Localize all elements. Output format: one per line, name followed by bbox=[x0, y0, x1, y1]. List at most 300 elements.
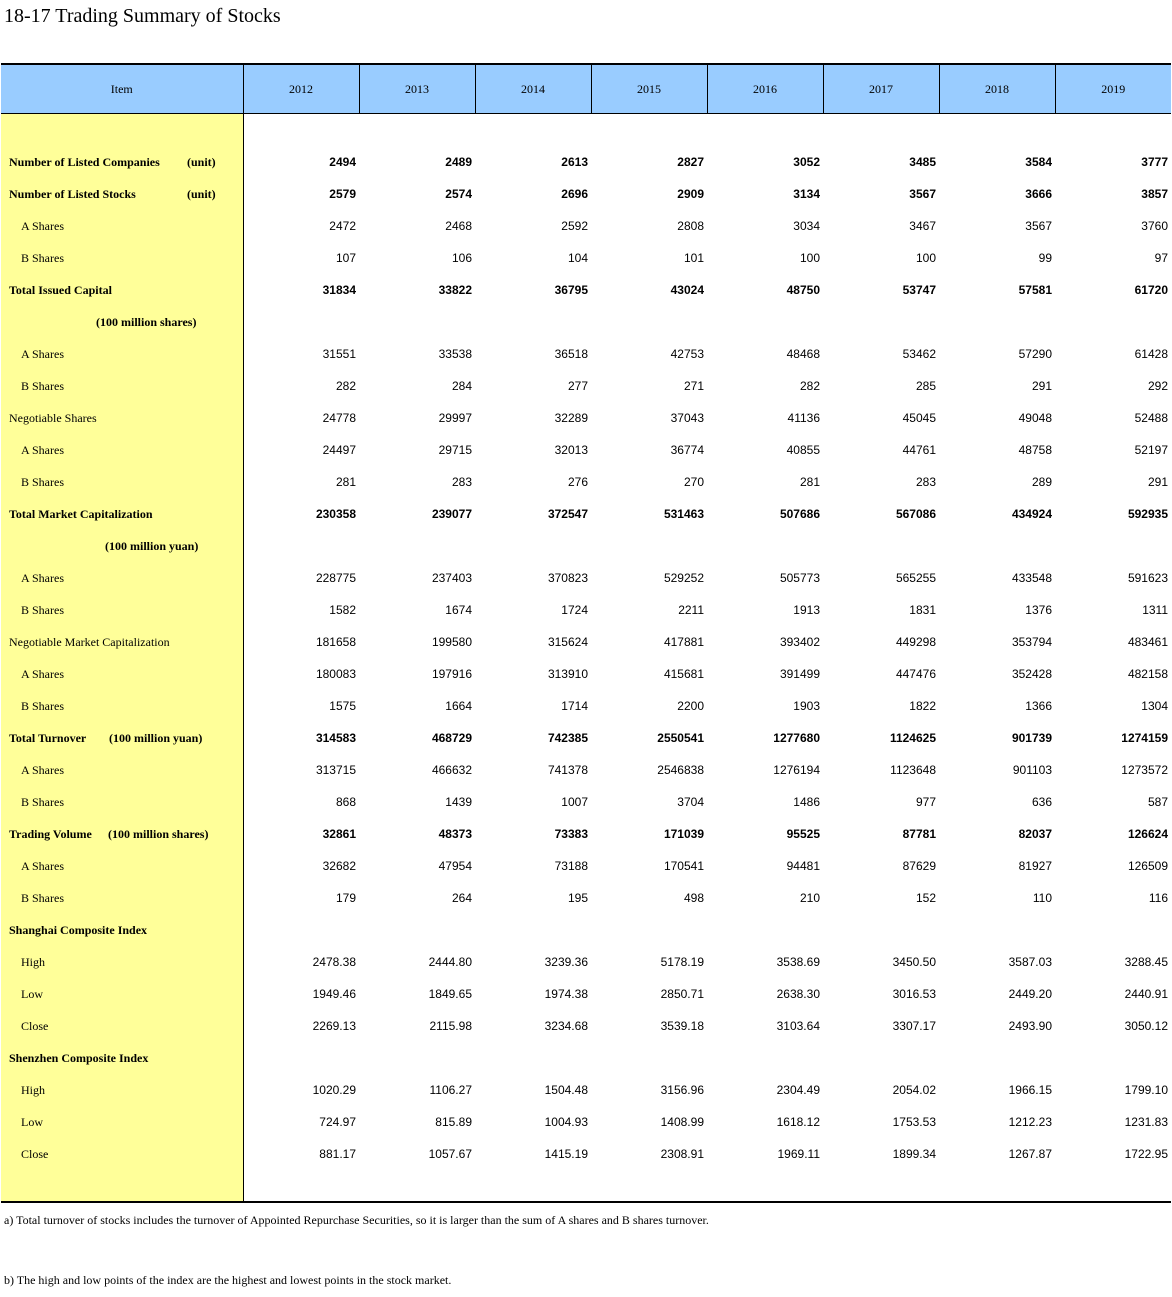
value-cell: 82037 bbox=[1018, 827, 1052, 841]
value-cell: 1822 bbox=[909, 699, 936, 713]
value-cell: 1376 bbox=[1025, 603, 1052, 617]
value-cell: 47954 bbox=[438, 859, 472, 873]
value-cell: 116 bbox=[1148, 891, 1168, 905]
row-label: B Shares bbox=[21, 250, 64, 265]
value-cell: 1212.23 bbox=[1008, 1115, 1052, 1129]
value-cell: 1276194 bbox=[773, 763, 820, 777]
value-cell bbox=[1055, 306, 1171, 338]
table-row bbox=[1, 306, 1171, 338]
value-cell: 1124625 bbox=[889, 731, 936, 745]
value-cell: 3584 bbox=[1025, 155, 1052, 169]
value-cell bbox=[243, 530, 359, 562]
row-label-cell bbox=[1, 210, 243, 242]
value-cell: 2579 bbox=[329, 187, 356, 201]
value-cell: 3239.36 bbox=[544, 955, 588, 969]
value-cell: 52488 bbox=[1134, 411, 1168, 425]
value-cell: 230358 bbox=[315, 507, 356, 521]
value-cell bbox=[243, 1042, 359, 1074]
value-cell: 33822 bbox=[438, 283, 472, 297]
value-cell bbox=[591, 914, 707, 946]
value-cell: 587 bbox=[1147, 795, 1168, 809]
value-cell bbox=[243, 914, 359, 946]
value-cell: 3052 bbox=[793, 155, 820, 169]
row-label: High bbox=[21, 954, 45, 969]
value-cell: 2827 bbox=[677, 155, 704, 169]
value-cell: 529252 bbox=[663, 571, 704, 585]
value-cell: 292 bbox=[1147, 379, 1168, 393]
value-cell: 1949.46 bbox=[312, 987, 356, 1001]
row-label-cell bbox=[1, 306, 243, 338]
value-cell: 49048 bbox=[1018, 411, 1052, 425]
value-cell: 3034 bbox=[793, 219, 820, 233]
value-cell: 61428 bbox=[1134, 347, 1168, 361]
value-cell: 447476 bbox=[895, 667, 936, 681]
value-cell bbox=[823, 306, 939, 338]
value-cell: 372547 bbox=[547, 507, 588, 521]
value-cell: 237403 bbox=[431, 571, 472, 585]
row-label-cell bbox=[1, 242, 243, 274]
row-label-cell bbox=[1, 594, 243, 626]
value-cell: 591623 bbox=[1127, 571, 1168, 585]
table-row bbox=[1, 722, 1171, 754]
value-cell: 197916 bbox=[431, 667, 472, 681]
value-cell: 1504.48 bbox=[544, 1083, 588, 1097]
value-cell: 107 bbox=[335, 251, 356, 265]
value-cell: 57290 bbox=[1018, 347, 1052, 361]
value-cell bbox=[475, 306, 591, 338]
value-cell bbox=[1055, 914, 1171, 946]
value-cell: 276 bbox=[567, 475, 588, 489]
value-cell: 3666 bbox=[1025, 187, 1052, 201]
value-cell: 2550541 bbox=[657, 731, 704, 745]
value-cell: 901103 bbox=[1012, 763, 1052, 777]
value-cell: 2054.02 bbox=[892, 1083, 936, 1097]
value-cell: 1366 bbox=[1025, 699, 1052, 713]
value-cell: 1408.99 bbox=[660, 1115, 704, 1129]
value-cell: 81927 bbox=[1018, 859, 1052, 873]
table-row bbox=[1, 1074, 1171, 1106]
value-cell: 285 bbox=[915, 379, 936, 393]
value-cell: 636 bbox=[1031, 795, 1052, 809]
value-cell bbox=[939, 1042, 1055, 1074]
row-label-cell bbox=[1, 754, 243, 786]
value-cell: 1304 bbox=[1141, 699, 1168, 713]
value-cell bbox=[591, 1042, 707, 1074]
value-cell: 48468 bbox=[786, 347, 820, 361]
value-cell: 32861 bbox=[322, 827, 356, 841]
value-cell: 2489 bbox=[445, 155, 472, 169]
page-title: 18-17 Trading Summary of Stocks bbox=[4, 5, 281, 27]
value-cell: 741378 bbox=[547, 763, 588, 777]
row-label: Close bbox=[21, 1146, 49, 1161]
value-cell: 2696 bbox=[561, 187, 588, 201]
value-cell: 29715 bbox=[438, 443, 472, 457]
row-label-cell bbox=[1, 722, 243, 754]
value-cell: 567086 bbox=[895, 507, 936, 521]
value-cell: 282 bbox=[335, 379, 356, 393]
value-cell: 3485 bbox=[909, 155, 936, 169]
row-label: Negotiable Shares bbox=[9, 410, 97, 425]
value-cell: 1057.67 bbox=[428, 1147, 472, 1161]
table-row bbox=[1, 882, 1171, 914]
value-cell: 1575 bbox=[329, 699, 356, 713]
value-cell: 2472 bbox=[329, 219, 356, 233]
value-cell: 3567 bbox=[909, 187, 936, 201]
row-label: Shanghai Composite Index bbox=[9, 922, 148, 937]
row-label: Total Market Capitalization bbox=[9, 506, 153, 521]
row-label-cell bbox=[1, 882, 243, 914]
row-label: Total Turnover bbox=[9, 730, 87, 745]
value-cell: 87781 bbox=[902, 827, 936, 841]
value-cell: 1486 bbox=[793, 795, 820, 809]
value-cell: 3234.68 bbox=[544, 1019, 588, 1033]
row-label: A Shares bbox=[21, 666, 64, 681]
value-cell bbox=[707, 914, 823, 946]
row-label: B Shares bbox=[21, 698, 64, 713]
value-cell: 1415.19 bbox=[544, 1147, 588, 1161]
value-cell bbox=[475, 1042, 591, 1074]
row-label-cell bbox=[1, 530, 243, 562]
row-label: Negotiable Market Capitalization bbox=[9, 634, 170, 649]
value-cell: 531463 bbox=[663, 507, 704, 521]
value-cell: 3103.64 bbox=[776, 1019, 820, 1033]
value-cell: 3567 bbox=[1025, 219, 1052, 233]
table-row bbox=[1, 274, 1171, 306]
value-cell bbox=[475, 530, 591, 562]
row-label-cell bbox=[1, 914, 243, 946]
value-cell: 36774 bbox=[670, 443, 704, 457]
table-row bbox=[1, 1106, 1171, 1138]
value-cell: 99 bbox=[1038, 251, 1052, 265]
table-row bbox=[1, 242, 1171, 274]
row-label: B Shares bbox=[21, 378, 64, 393]
row-label-cell bbox=[1, 658, 243, 690]
value-cell: 53747 bbox=[902, 283, 936, 297]
value-cell: 61720 bbox=[1134, 283, 1168, 297]
row-label: A Shares bbox=[21, 346, 64, 361]
value-cell: 2909 bbox=[677, 187, 704, 201]
value-cell: 43024 bbox=[670, 283, 704, 297]
value-cell: 724.97 bbox=[319, 1115, 356, 1129]
value-cell: 352428 bbox=[1011, 667, 1052, 681]
value-cell: 353794 bbox=[1011, 635, 1052, 649]
row-label: A Shares bbox=[21, 570, 64, 585]
value-cell: 313715 bbox=[315, 763, 356, 777]
row-label-cell bbox=[1, 1106, 243, 1138]
value-cell: 1722.95 bbox=[1124, 1147, 1168, 1161]
value-cell: 36518 bbox=[554, 347, 588, 361]
value-cell: 180083 bbox=[315, 667, 356, 681]
row-label: B Shares bbox=[21, 890, 64, 905]
value-cell: 40855 bbox=[786, 443, 820, 457]
value-cell: 2304.49 bbox=[776, 1083, 820, 1097]
value-cell: 592935 bbox=[1127, 507, 1168, 521]
header-item: Item bbox=[1, 64, 243, 114]
value-cell bbox=[243, 306, 359, 338]
value-cell: 3307.17 bbox=[892, 1019, 936, 1033]
value-cell: 104 bbox=[567, 251, 588, 265]
value-cell: 1714 bbox=[561, 699, 588, 713]
value-cell: 3760 bbox=[1141, 219, 1168, 233]
value-cell: 1753.53 bbox=[892, 1115, 936, 1129]
value-cell: 270 bbox=[683, 475, 704, 489]
row-label: B Shares bbox=[21, 474, 64, 489]
value-cell: 1267.87 bbox=[1008, 1147, 1052, 1161]
value-cell: 2808 bbox=[677, 219, 704, 233]
value-cell: 3587.03 bbox=[1008, 955, 1052, 969]
value-cell: 1674 bbox=[445, 603, 472, 617]
header-year: 2017 bbox=[823, 64, 939, 114]
value-cell bbox=[939, 530, 1055, 562]
value-cell: 44761 bbox=[902, 443, 936, 457]
value-cell bbox=[1055, 530, 1171, 562]
value-cell: 565255 bbox=[895, 571, 936, 585]
value-cell: 1123648 bbox=[890, 763, 936, 777]
value-cell: 1969.11 bbox=[777, 1147, 820, 1161]
row-unit: (100 million yuan) bbox=[109, 731, 203, 745]
value-cell: 315624 bbox=[547, 635, 588, 649]
table-row bbox=[1, 594, 1171, 626]
value-cell: 3156.96 bbox=[660, 1083, 704, 1097]
value-cell: 3288.45 bbox=[1124, 955, 1168, 969]
value-cell: 291 bbox=[1147, 475, 1168, 489]
value-cell: 2449.20 bbox=[1008, 987, 1052, 1001]
value-cell: 370823 bbox=[547, 571, 588, 585]
value-cell: 2613 bbox=[561, 155, 588, 169]
value-cell: 1582 bbox=[329, 603, 356, 617]
row-unit: (unit) bbox=[187, 155, 216, 169]
value-cell: 868 bbox=[335, 795, 356, 809]
value-cell: 2200 bbox=[677, 699, 704, 713]
table-row bbox=[1, 850, 1171, 882]
value-cell: 2850.71 bbox=[660, 987, 704, 1001]
value-cell: 42753 bbox=[670, 347, 704, 361]
value-cell: 1439 bbox=[445, 795, 472, 809]
row-label-cell bbox=[1, 690, 243, 722]
value-cell: 2211 bbox=[678, 603, 704, 617]
value-cell: 391499 bbox=[779, 667, 820, 681]
value-cell: 415681 bbox=[663, 667, 704, 681]
table-row bbox=[1, 178, 1171, 210]
header-row bbox=[1, 64, 1171, 114]
table-row bbox=[1, 562, 1171, 594]
value-cell: 1849.65 bbox=[428, 987, 472, 1001]
value-cell: 48750 bbox=[786, 283, 820, 297]
value-cell: 199580 bbox=[431, 635, 472, 649]
value-cell: 3704 bbox=[677, 795, 704, 809]
row-label: (100 million yuan) bbox=[105, 538, 199, 553]
spacer-row bbox=[1, 114, 1171, 147]
row-label-cell bbox=[1, 178, 243, 210]
value-cell: 152 bbox=[915, 891, 936, 905]
header-year: 2013 bbox=[359, 64, 475, 114]
table-row bbox=[1, 818, 1171, 850]
value-cell: 2493.90 bbox=[1008, 1019, 1052, 1033]
value-cell: 171039 bbox=[663, 827, 704, 841]
table-row bbox=[1, 466, 1171, 498]
value-cell bbox=[1055, 1042, 1171, 1074]
table-row bbox=[1, 1042, 1171, 1074]
value-cell: 2592 bbox=[561, 219, 588, 233]
value-cell: 498 bbox=[683, 891, 704, 905]
value-cell: 210 bbox=[799, 891, 820, 905]
value-cell: 94481 bbox=[786, 859, 820, 873]
value-cell: 1277680 bbox=[773, 731, 820, 745]
value-cell: 271 bbox=[683, 379, 704, 393]
value-cell bbox=[591, 530, 707, 562]
row-label-cell bbox=[1, 946, 243, 978]
value-cell: 1004.93 bbox=[544, 1115, 588, 1129]
value-cell: 2115.98 bbox=[429, 1019, 472, 1033]
value-cell: 483461 bbox=[1127, 635, 1168, 649]
value-cell: 3777 bbox=[1141, 155, 1168, 169]
row-label-cell bbox=[1, 978, 243, 1010]
table-row bbox=[1, 946, 1171, 978]
value-cell: 433548 bbox=[1011, 571, 1052, 585]
value-cell: 37043 bbox=[670, 411, 704, 425]
value-cell bbox=[359, 914, 475, 946]
table-row bbox=[1, 1010, 1171, 1042]
row-unit: (unit) bbox=[187, 187, 216, 201]
value-cell: 3050.12 bbox=[1124, 1019, 1168, 1033]
value-cell: 228775 bbox=[315, 571, 356, 585]
header-year: 2014 bbox=[475, 64, 591, 114]
value-cell bbox=[823, 914, 939, 946]
row-label: High bbox=[21, 1082, 45, 1097]
row-unit: (100 million shares) bbox=[108, 827, 209, 841]
table-row bbox=[1, 210, 1171, 242]
row-label-cell bbox=[1, 338, 243, 370]
value-cell: 41136 bbox=[787, 411, 820, 425]
row-label-cell bbox=[1, 370, 243, 402]
table-row bbox=[1, 338, 1171, 370]
value-cell: 505773 bbox=[779, 571, 820, 585]
value-cell: 52197 bbox=[1134, 443, 1168, 457]
value-cell: 48373 bbox=[438, 827, 472, 841]
value-cell: 24778 bbox=[322, 411, 356, 425]
table-row bbox=[1, 786, 1171, 818]
row-label-cell bbox=[1, 434, 243, 466]
value-cell: 1311 bbox=[1142, 603, 1168, 617]
footnote-a: a) Total turnover of stocks includes the turnover of Appointed Repurchase Securities, so it is larger than the sum of A shares and B shares turnover. bbox=[4, 1213, 709, 1227]
value-cell: 3450.50 bbox=[892, 955, 936, 969]
table-row bbox=[1, 370, 1171, 402]
value-cell: 2494 bbox=[329, 155, 356, 169]
row-label: Close bbox=[21, 1018, 49, 1033]
value-cell: 5178.19 bbox=[660, 955, 704, 969]
spacer-row bbox=[1, 1170, 1171, 1202]
row-label: B Shares bbox=[21, 602, 64, 617]
row-label: Number of Listed Companies bbox=[9, 154, 160, 169]
value-cell: 29997 bbox=[438, 411, 472, 425]
value-cell: 281 bbox=[335, 475, 356, 489]
row-label-cell bbox=[1, 1010, 243, 1042]
value-cell: 1020.29 bbox=[312, 1083, 356, 1097]
table-row bbox=[1, 1138, 1171, 1170]
value-cell bbox=[823, 530, 939, 562]
row-label: Trading Volume bbox=[9, 826, 92, 841]
value-cell: 313910 bbox=[547, 667, 588, 681]
value-cell: 881.17 bbox=[319, 1147, 356, 1161]
value-cell: 1618.12 bbox=[776, 1115, 820, 1129]
value-cell bbox=[823, 1042, 939, 1074]
row-label: Low bbox=[21, 1114, 43, 1129]
value-cell: 1831 bbox=[909, 603, 936, 617]
row-label: A Shares bbox=[21, 858, 64, 873]
value-cell: 53462 bbox=[902, 347, 936, 361]
value-cell: 393402 bbox=[779, 635, 820, 649]
value-cell: 468729 bbox=[431, 731, 472, 745]
row-label-cell bbox=[1, 1042, 243, 1074]
value-cell: 2468 bbox=[445, 219, 472, 233]
row-label: Number of Listed Stocks bbox=[9, 186, 136, 201]
value-cell: 2478.38 bbox=[312, 955, 356, 969]
value-cell bbox=[939, 914, 1055, 946]
value-cell: 2308.91 bbox=[660, 1147, 704, 1161]
value-cell: 482158 bbox=[1127, 667, 1168, 681]
value-cell: 57581 bbox=[1018, 283, 1052, 297]
value-cell bbox=[359, 530, 475, 562]
row-label: (100 million shares) bbox=[96, 314, 197, 329]
value-cell: 281 bbox=[799, 475, 820, 489]
row-label: Shenzhen Composite Index bbox=[9, 1050, 149, 1065]
value-cell: 2269.13 bbox=[312, 1019, 356, 1033]
value-cell bbox=[475, 914, 591, 946]
row-label: A Shares bbox=[21, 762, 64, 777]
value-cell: 291 bbox=[1031, 379, 1052, 393]
value-cell: 3857 bbox=[1141, 187, 1168, 201]
value-cell: 181658 bbox=[315, 635, 356, 649]
row-label-cell bbox=[1, 274, 243, 306]
footnote-b: b) The high and low points of the index are the highest and lowest points in the stock market. bbox=[4, 1273, 452, 1287]
value-cell: 2638.30 bbox=[776, 987, 820, 1001]
value-cell: 106 bbox=[451, 251, 472, 265]
value-cell: 3539.18 bbox=[660, 1019, 704, 1033]
value-cell: 97 bbox=[1154, 251, 1168, 265]
value-cell: 1799.10 bbox=[1124, 1083, 1168, 1097]
value-cell: 3467 bbox=[909, 219, 936, 233]
table-row bbox=[1, 978, 1171, 1010]
table-row bbox=[1, 402, 1171, 434]
value-cell: 1273572 bbox=[1121, 763, 1168, 777]
table-row bbox=[1, 146, 1171, 178]
table-row bbox=[1, 914, 1171, 946]
value-cell: 24497 bbox=[322, 443, 356, 457]
value-cell: 2546838 bbox=[657, 763, 704, 777]
value-cell: 434924 bbox=[1011, 507, 1052, 521]
value-cell: 110 bbox=[1032, 891, 1052, 905]
row-label: B Shares bbox=[21, 794, 64, 809]
value-cell: 282 bbox=[799, 379, 820, 393]
value-cell: 2440.91 bbox=[1124, 987, 1168, 1001]
table-row bbox=[1, 626, 1171, 658]
value-cell: 87629 bbox=[902, 859, 936, 873]
row-label-cell bbox=[1, 498, 243, 530]
value-cell: 179 bbox=[335, 891, 356, 905]
value-cell: 100 bbox=[799, 251, 820, 265]
value-cell: 901739 bbox=[1011, 731, 1052, 745]
value-cell: 32013 bbox=[554, 443, 588, 457]
value-cell bbox=[707, 306, 823, 338]
value-cell: 507686 bbox=[779, 507, 820, 521]
table-row bbox=[1, 754, 1171, 786]
value-cell: 289 bbox=[1031, 475, 1052, 489]
value-cell: 1903 bbox=[793, 699, 820, 713]
value-cell: 31834 bbox=[322, 283, 356, 297]
row-label-cell bbox=[1, 1074, 243, 1106]
value-cell: 73188 bbox=[554, 859, 588, 873]
value-cell: 314583 bbox=[315, 731, 356, 745]
